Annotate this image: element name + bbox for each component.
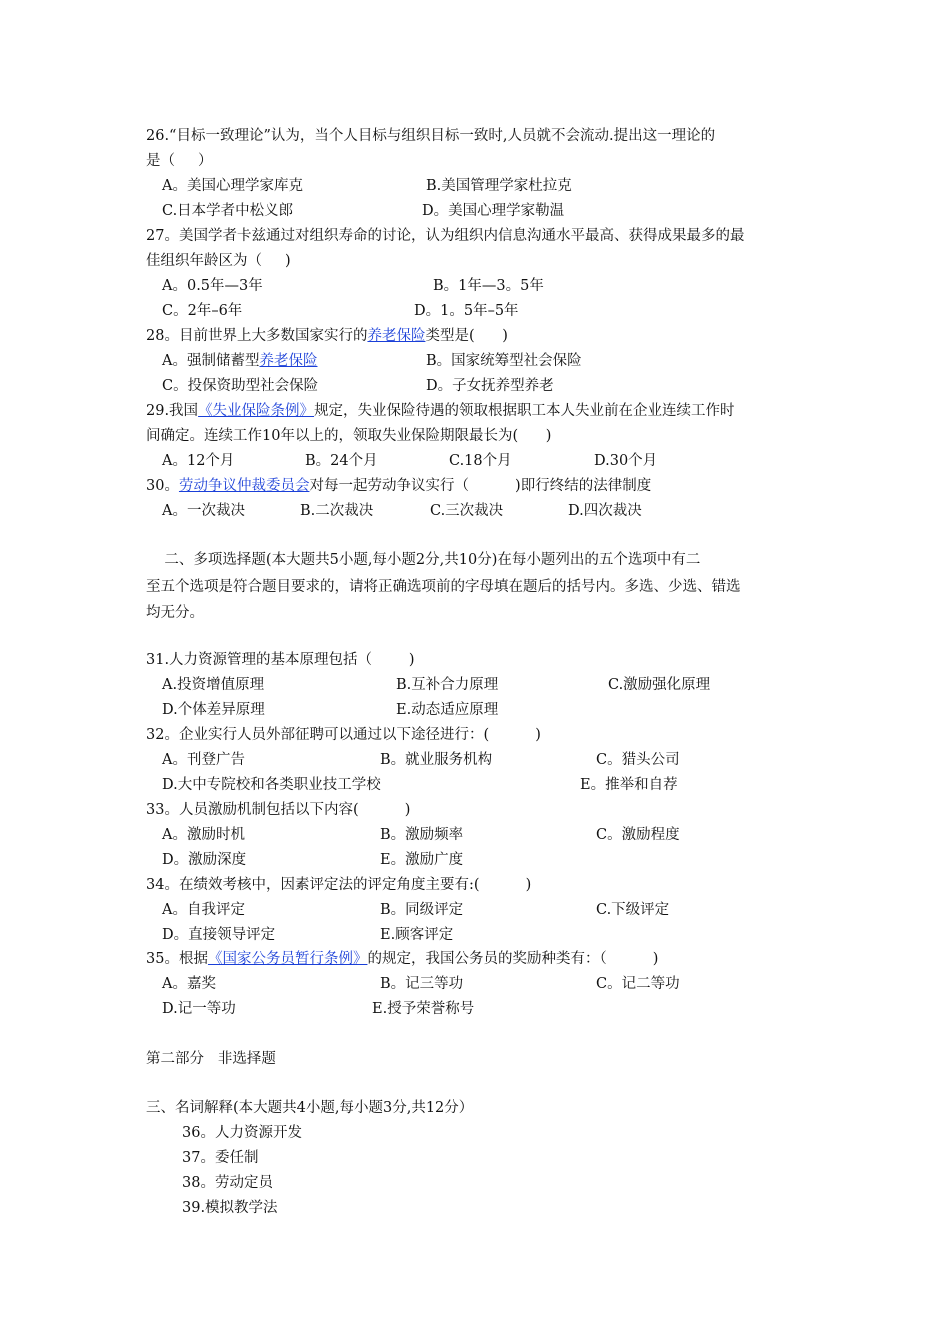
q29-option-a: A。12个月 — [162, 453, 235, 469]
q28-link-pension-insurance[interactable]: 养老保险 — [367, 328, 426, 344]
q35-link-civil-servant-regulation[interactable]: 《国家公务员暂行条例》 — [207, 951, 368, 967]
q31-stem: 31.人力资源管理的基本原理包括（ ) — [146, 652, 415, 668]
q34-option-a: A。自我评定 — [162, 902, 245, 918]
q33-option-c: C。激励程度 — [596, 827, 680, 843]
q28-option-a-pre: A。强制储蓄型 — [162, 353, 260, 369]
q34-option-d: D。直接领导评定 — [162, 927, 276, 943]
q30-stem-pre: 30。 — [146, 478, 179, 494]
q35-option-c: C。记二等功 — [596, 976, 680, 992]
q29-stem-line2: 间确定。连续工作10年以上的，领取失业保险期限最长为( ) — [146, 428, 552, 444]
q26-option-c: C.日本学者中松义郎 — [162, 203, 294, 219]
q30-stem — [146, 476, 651, 496]
q27-option-d: D。1。5年–5年 — [414, 303, 519, 319]
q31-option-b: B.互补合力原理 — [396, 677, 499, 693]
q28-option-c: C。投保资助型社会保险 — [162, 378, 319, 394]
section2-intro-line1: 二、多项选择题(本大题共5小题,每小题2分,共10分)在每小题列出的五个选项中有二 — [146, 552, 701, 568]
q26-stem-line2: 是（ ） — [146, 153, 213, 169]
section3-item-38: 38。劳动定员 — [182, 1175, 273, 1191]
q32-stem: 32。企业实行人员外部征聘可以通过以下途径进行：( ) — [146, 727, 541, 743]
section2-intro-line2: 至五个选项是符合题目要求的，请将正确选项前的字母填在题后的括号内。多选、少选、错选 — [146, 579, 741, 595]
q27-option-a: A。0.5年—3年 — [162, 278, 263, 294]
q32-option-c: C。猎头公司 — [596, 752, 680, 768]
q28-option-b: B。国家统筹型社会保险 — [426, 353, 582, 369]
q33-option-e: E。激励广度 — [380, 852, 464, 868]
q31-option-c: C.激励强化原理 — [608, 677, 711, 693]
q28-option-a-link[interactable]: 养老保险 — [259, 353, 318, 369]
q28-stem-post: 类型是( ) — [425, 328, 508, 344]
q27-option-b: B。1年—3。5年 — [433, 278, 544, 294]
q30-option-a: A。一次裁决 — [162, 503, 245, 519]
section3-title: 三、名词解释(本大题共4小题,每小题3分,共12分） — [146, 1100, 474, 1116]
q26-stem-line1: 26.“目标一致理论”认为，当个人目标与组织目标一致时,人员就不会流动.提出这一理论的 — [146, 128, 716, 144]
q30-link-arbitration-committee[interactable]: 劳动争议仲裁委员会 — [178, 478, 310, 494]
q26-option-d: D。美国心理学家勒温 — [422, 203, 565, 219]
q33-option-b: B。激励频率 — [380, 827, 464, 843]
q35-stem-post: 的规定，我国公务员的奖励种类有：（ ) — [367, 951, 659, 967]
section3-item-37: 37。委任制 — [182, 1150, 259, 1166]
q30-option-c: C.三次裁决 — [430, 503, 504, 519]
section2-intro-line3: 均无分。 — [146, 605, 204, 621]
q26-option-b: B.美国管理学家杜拉克 — [426, 178, 572, 194]
q32-option-e: E。推举和自荐 — [580, 777, 678, 793]
q33-option-d: D。激励深度 — [162, 852, 247, 868]
q32-option-d: D.大中专院校和各类职业技工学校 — [162, 777, 381, 793]
q27-option-c: C。2年–6年 — [162, 303, 243, 319]
q30-option-b: B.二次裁决 — [300, 503, 374, 519]
q35-stem-pre: 35。根据 — [146, 951, 208, 967]
section3-item-39: 39.模拟教学法 — [182, 1200, 278, 1216]
q29-option-c: C.18个月 — [449, 453, 512, 469]
q35-stem — [146, 949, 658, 969]
q28-option-d: D。子女抚养型养老 — [426, 378, 554, 394]
q34-option-c: C.下级评定 — [596, 902, 670, 918]
q31-option-a: A.投资增值原理 — [162, 677, 265, 693]
q33-option-a: A。激励时机 — [162, 827, 245, 843]
part2-title: 第二部分 非选择题 — [146, 1051, 276, 1067]
q34-option-e: E.顾客评定 — [380, 927, 454, 943]
q35-option-b: B。记三等功 — [380, 976, 464, 992]
q30-stem-post: 对每一起劳动争议实行（ )即行终结的法律制度 — [309, 478, 652, 494]
q35-option-d: D.记一等功 — [162, 1001, 236, 1017]
q29-option-b: B。24个月 — [305, 453, 378, 469]
q34-stem: 34。在绩效考核中，因素评定法的评定角度主要有:( ) — [146, 877, 532, 893]
q28-option-a — [162, 351, 317, 371]
q35-option-a: A。嘉奖 — [162, 976, 216, 992]
q30-option-d: D.四次裁决 — [568, 503, 642, 519]
q28-stem — [146, 326, 508, 346]
q31-option-d: D.个体差异原理 — [162, 702, 265, 718]
q27-stem-line2: 佳组织年龄区为（ ) — [146, 253, 291, 269]
q29-link-unemployment-regulation[interactable]: 《失业保险条例》 — [198, 403, 315, 419]
q32-option-b: B。就业服务机构 — [380, 752, 493, 768]
q33-stem: 33。人员激励机制包括以下内容( ) — [146, 802, 411, 818]
q32-option-a: A。刊登广告 — [162, 752, 245, 768]
q29-stem-post: 规定，失业保险待遇的领取根据职工本人失业前在企业连续工作时 — [314, 403, 735, 419]
q29-option-d: D.30个月 — [594, 453, 658, 469]
q27-stem-line1: 27。美国学者卡兹通过对组织寿命的讨论，认为组织内信息沟通水平最高、获得成果最多的最 — [146, 228, 745, 244]
section3-item-36: 36。人力资源开发 — [182, 1125, 302, 1141]
q31-option-e: E.动态适应原理 — [396, 702, 499, 718]
q26-option-a: A。美国心理学家库克 — [162, 178, 303, 194]
q29-stem-pre: 29.我国 — [146, 403, 199, 419]
q28-stem-pre: 28。目前世界上大多数国家实行的 — [146, 328, 368, 344]
q35-option-e: E.授予荣誉称号 — [372, 1001, 475, 1017]
q34-option-b: B。同级评定 — [380, 902, 464, 918]
q29-stem-line1 — [146, 401, 735, 421]
